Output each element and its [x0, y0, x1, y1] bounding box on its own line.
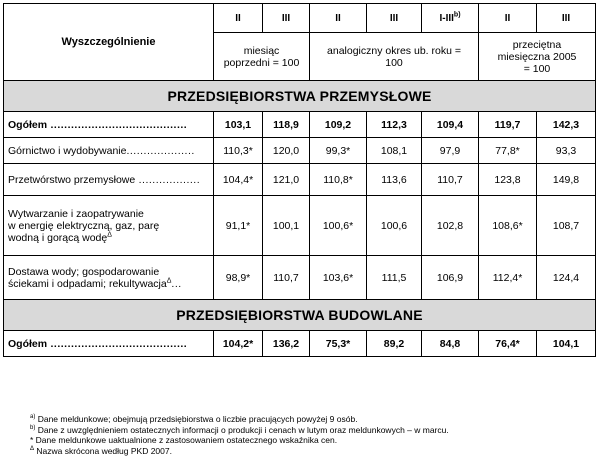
header-roman: III [263, 4, 310, 33]
value-cell: 77,8* [479, 138, 537, 164]
header-roman: II [479, 4, 537, 33]
value-cell: 108,6* [479, 196, 537, 256]
row-label-sup: Δ [107, 231, 112, 238]
row-label-dots: ........................................ [47, 337, 188, 350]
header-roman: III [367, 4, 422, 33]
row-label-line: wodną i gorącą wodę [8, 231, 108, 244]
footnote-mark: Δ [30, 445, 35, 452]
header-group-text: miesiąc poprzedni = 100 [223, 44, 300, 69]
header-roman: III [537, 4, 596, 33]
row-label [4, 138, 214, 164]
value-cell: 113,6 [367, 164, 422, 196]
value-cell: 149,8 [537, 164, 596, 196]
value-cell: 106,9 [422, 256, 479, 300]
value-cell: 98,9* [214, 256, 263, 300]
value-cell: 76,4* [479, 331, 537, 357]
table-row [4, 112, 596, 138]
footnote-text: Nazwa skrócona według PKD 2007. [34, 445, 172, 456]
value-cell: 110,7 [422, 164, 479, 196]
header-group-prev-month [214, 33, 310, 81]
header-roman-sup: b) [453, 11, 461, 19]
value-cell: 112,3 [367, 112, 422, 138]
header-group-avg-2005 [479, 33, 596, 81]
section-row [4, 81, 596, 112]
value-cell: 142,3 [537, 112, 596, 138]
value-cell: 120,0 [263, 138, 310, 164]
row-label [4, 331, 214, 357]
row-label-line: w energię elektryczną, gaz, parę [8, 219, 160, 232]
value-cell: 89,2 [367, 331, 422, 357]
row-label [4, 112, 214, 138]
row-label-text: Ogółem [8, 118, 48, 131]
value-cell: 118,9 [263, 112, 310, 138]
value-cell: 111,5 [367, 256, 422, 300]
value-cell: 124,4 [537, 256, 596, 300]
footnote-text: Dane meldunkowe; obejmują przedsiębiorstwa o liczbie pracujących powyżej 9 osób. [35, 414, 358, 424]
row-label [4, 256, 214, 300]
value-cell: 112,4* [479, 256, 537, 300]
footnote-text: Dane z uwzględnieniem ostatecznych informacji o produkcji i cenach w lutym oraz meldunkowych – w marcu. [35, 424, 449, 435]
row-label-dots: ... [171, 277, 182, 290]
table-row [4, 138, 596, 164]
row-label-dots: ........................................ [47, 118, 188, 131]
section-title: PRZEDSIĘBIORSTWA BUDOWLANE [4, 300, 596, 331]
row-label-text: Górnictwo i wydobywanie [8, 144, 127, 157]
row-label-line: ściekami i odpadami; rekultywacja [8, 277, 167, 290]
header-col-label: Wyszczególnienie [4, 4, 214, 81]
footnote [30, 425, 449, 436]
footnote-mark: a) [30, 414, 36, 421]
value-cell: 136,2 [263, 331, 310, 357]
footnotes [30, 414, 449, 456]
table-row [4, 331, 596, 357]
value-cell: 93,3 [537, 138, 596, 164]
value-cell: 109,2 [310, 112, 367, 138]
row-label-line: Wytwarzanie i zaopatrywanie [8, 207, 144, 220]
header-row-roman [4, 4, 596, 33]
value-cell: 110,7 [263, 256, 310, 300]
index-table [3, 3, 596, 357]
value-cell: 121,0 [263, 164, 310, 196]
value-cell: 108,7 [537, 196, 596, 256]
footnote [30, 414, 449, 425]
value-cell: 104,4* [214, 164, 263, 196]
table-row [4, 196, 596, 256]
value-cell: 108,1 [367, 138, 422, 164]
value-cell: 104,2* [214, 331, 263, 357]
table-body [4, 4, 596, 357]
value-cell: 110,8* [310, 164, 367, 196]
row-label-sup: Δ [166, 277, 172, 284]
value-cell: 84,8 [422, 331, 479, 357]
row-label-dots: .................. [135, 173, 201, 186]
value-cell: 102,8 [422, 196, 479, 256]
footnote [30, 446, 449, 457]
value-cell: 75,3* [310, 331, 367, 357]
value-cell: 103,6* [310, 256, 367, 300]
header-roman-text: I-III [439, 12, 454, 24]
value-cell: 110,3* [214, 138, 263, 164]
value-cell: 119,7 [479, 112, 537, 138]
table-row [4, 256, 596, 300]
section-title: PRZEDSIĘBIORSTWA PRZEMYSŁOWE [4, 81, 596, 112]
row-label-text: Przetwórstwo przemysłowe [8, 173, 136, 186]
value-cell: 97,9 [422, 138, 479, 164]
value-cell: 123,8 [479, 164, 537, 196]
row-label [4, 196, 214, 256]
row-label-line: Dostawa wody; gospodarowanie [8, 265, 160, 278]
value-cell: 100,6 [367, 196, 422, 256]
header-roman: II [214, 4, 263, 33]
value-cell: 100,1 [263, 196, 310, 256]
header-roman: II [310, 4, 367, 33]
header-roman [422, 4, 479, 33]
value-cell: 99,3* [310, 138, 367, 164]
footnote-text: * Dane meldunkowe uaktualnione z zastosowaniem ostatecznego wskaźnika cen. [30, 435, 338, 445]
value-cell: 103,1 [214, 112, 263, 138]
value-cell: 109,4 [422, 112, 479, 138]
footnote-mark: b) [30, 424, 36, 431]
header-group-prev-year [310, 33, 479, 81]
section-row [4, 300, 596, 331]
value-cell: 100,6* [310, 196, 367, 256]
footnote [30, 435, 449, 446]
row-label-text: Ogółem [8, 337, 48, 350]
header-group-text: przeciętna miesięczna 2005 = 100 [497, 38, 577, 75]
row-label-dots: .................... [126, 144, 195, 157]
row-label [4, 164, 214, 196]
header-group-text: analogiczny okres ub. roku = 100 [327, 44, 461, 69]
value-cell: 104,1 [537, 331, 596, 357]
value-cell: 91,1* [214, 196, 263, 256]
table-row [4, 164, 596, 196]
